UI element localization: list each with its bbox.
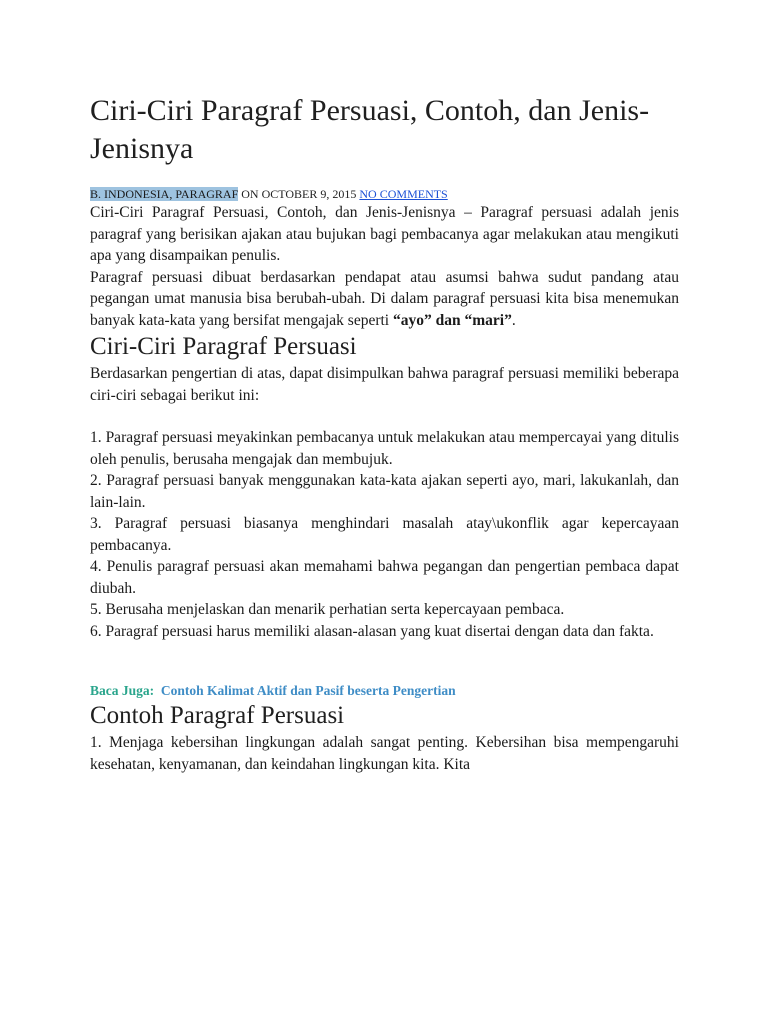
- bold-examples: “ayo” dan “mari”: [392, 311, 512, 329]
- section-intro: Berdasarkan pengertian di atas, dapat disimpulkan bahwa paragraf persuasi memiliki beberapa ciri-ciri sebagai berikut ini:: [90, 365, 679, 404]
- section-heading-contoh: Contoh Paragraf Persuasi: [90, 702, 345, 729]
- section-heading-ciri: Ciri-Ciri Paragraf Persuasi: [90, 333, 357, 360]
- read-also: [90, 682, 679, 700]
- comments-link[interactable]: NO COMMENTS: [359, 187, 448, 201]
- list-item: 1. Paragraf persuasi meyakinkan pembacanya untuk melakukan atau mempercayai yang ditulis oleh penulis, berusaha mengajak dan membujuk.: [90, 429, 679, 468]
- second-paragraph-text: Paragraf persuasi dibuat berdasarkan pendapat atau asumsi bahwa sudut pandang atau pegangan umat manusia bisa berubah-ubah. Di dalam paragraf persuasi kita bisa menemukan banyak kata-kata yang bersifat mengajak seperti: [90, 268, 679, 329]
- article: [90, 92, 679, 775]
- post-meta: [90, 186, 679, 202]
- category-links[interactable]: B. INDONESIA, PARAGRAF: [90, 187, 239, 201]
- example-paragraph: 1. Menjaga kebersihan lingkungan adalah sangat penting. Kebersihan bisa mempengaruhi kesehatan, kenyamanan, dan keindahan lingkungan kita. Kita: [90, 734, 679, 773]
- read-also-link[interactable]: Contoh Kalimat Aktif dan Pasif beserta Pengertian: [160, 683, 456, 698]
- list-item: 3. Paragraf persuasi biasanya menghindari masalah atay\ukonflik agar kepercayaan pembacanya.: [90, 515, 679, 554]
- ciri-list: [90, 427, 679, 642]
- date-prefix: ON: [238, 187, 262, 201]
- list-item: 6. Paragraf persuasi harus memiliki alasan-alasan yang kuat disertai dengan data dan fakta.: [90, 622, 654, 640]
- list-item: 2. Paragraf persuasi banyak menggunakan kata-kata ajakan seperti ayo, mari, lakukanlah, dan lain-lain.: [90, 472, 679, 511]
- second-paragraph: [90, 267, 679, 332]
- article-title: Ciri-Ciri Paragraf Persuasi, Contoh, dan Jenis-Jenisnya: [90, 94, 650, 165]
- intro-paragraph: Ciri-Ciri Paragraf Persuasi, Contoh, dan Jenis-Jenisnya – Paragraf persuasi adalah jenis paragraf yang berisikan ajakan atau bujukan bagi pembacanya agar melakukan atau mengikuti apa yang disampaikan penulis.: [90, 204, 679, 264]
- post-date: OCTOBER 9, 2015: [261, 187, 357, 201]
- second-paragraph-end: .: [511, 311, 516, 329]
- list-item: 5. Berusaha menjelaskan dan menarik perhatian serta kepercayaan pembaca.: [90, 601, 565, 618]
- read-also-label: Baca Juga:: [90, 683, 155, 698]
- list-item: 4. Penulis paragraf persuasi akan memahami bahwa pegangan dan pengertian pembaca dapat diubah.: [90, 558, 679, 597]
